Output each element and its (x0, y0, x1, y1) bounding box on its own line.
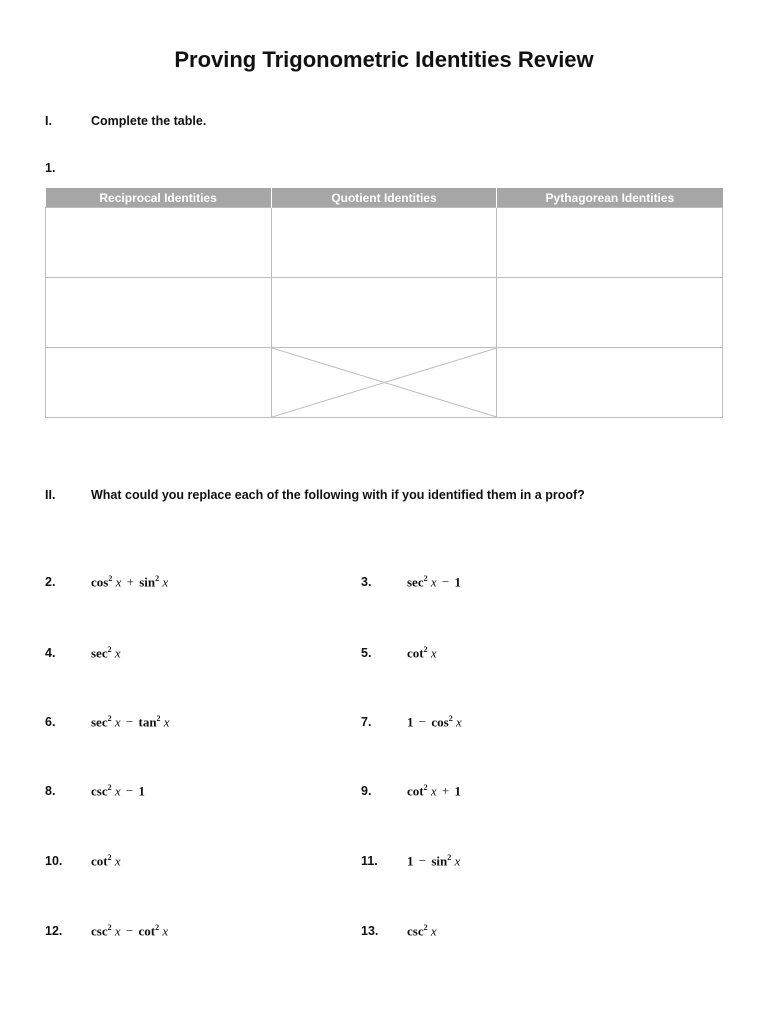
header-pythagorean-identities: Pythagorean Identities (497, 188, 723, 208)
question-2-number: 2. (45, 575, 56, 589)
question-7-expression: $1 - \cos^2 x$ (407, 714, 462, 730)
table-cell-crossed-out (271, 348, 497, 418)
question-4-expression: $\sec^2 x$ (91, 645, 121, 661)
table-cell-blank[interactable] (271, 278, 497, 348)
question-3-number: 3. (361, 575, 372, 589)
header-quotient-identities: Quotient Identities (271, 188, 497, 208)
question-10-number: 10. (45, 854, 63, 868)
question-9-number: 9. (361, 784, 372, 798)
question-5-expression: $\cot^2 x$ (407, 645, 437, 661)
question-3-expression: $\sec^2 x - 1$ (407, 574, 461, 590)
table-header-row (46, 188, 723, 208)
question-6-number: 6. (45, 715, 56, 729)
page-title: Proving Trigonometric Identities Review (174, 47, 594, 72)
question-7-number: 7. (361, 715, 372, 729)
table-row (46, 208, 723, 278)
question-13-number: 13. (361, 924, 379, 938)
question-13-expression: $\csc^2 x$ (407, 923, 437, 939)
question-12-expression: $\csc^2 x - \cot^2 x$ (91, 923, 169, 939)
section-1-instruction: Complete the table. (91, 114, 207, 128)
header-reciprocal-identities: Reciprocal Identities (46, 188, 272, 208)
table-cell-blank[interactable] (46, 278, 272, 348)
section-1-number: I. (45, 114, 52, 128)
table-cell-blank[interactable] (497, 348, 723, 418)
question-4-number: 4. (45, 646, 56, 660)
question-5-number: 5. (361, 646, 372, 660)
question-1-number: 1. (45, 161, 56, 175)
table-cell-blank[interactable] (46, 208, 272, 278)
question-6-expression: $\sec^2 x - \tan^2 x$ (91, 714, 170, 730)
question-8-number: 8. (45, 784, 56, 798)
question-11-expression: $1 - \sin^2 x$ (407, 853, 461, 869)
question-9-expression: $\cot^2 x + 1$ (407, 783, 461, 799)
section-2-number: II. (45, 488, 56, 502)
question-10-expression: $\cot^2 x$ (91, 853, 121, 869)
question-11-number: 11. (361, 854, 378, 868)
cross-out-mark (272, 348, 497, 417)
question-8-expression: $\csc^2 x - 1$ (91, 783, 145, 799)
question-12-number: 12. (45, 924, 63, 938)
table-cell-blank[interactable] (271, 208, 497, 278)
identities-table (45, 188, 723, 418)
table-cell-blank[interactable] (497, 208, 723, 278)
table-cell-blank[interactable] (497, 278, 723, 348)
section-2-instruction: What could you replace each of the following with if you identified them in a proof? (91, 488, 585, 502)
table-row (46, 278, 723, 348)
table-row (46, 348, 723, 418)
question-2-expression: $\cos^2 x + \sin^2 x$ (91, 574, 169, 590)
table-cell-blank[interactable] (46, 348, 272, 418)
